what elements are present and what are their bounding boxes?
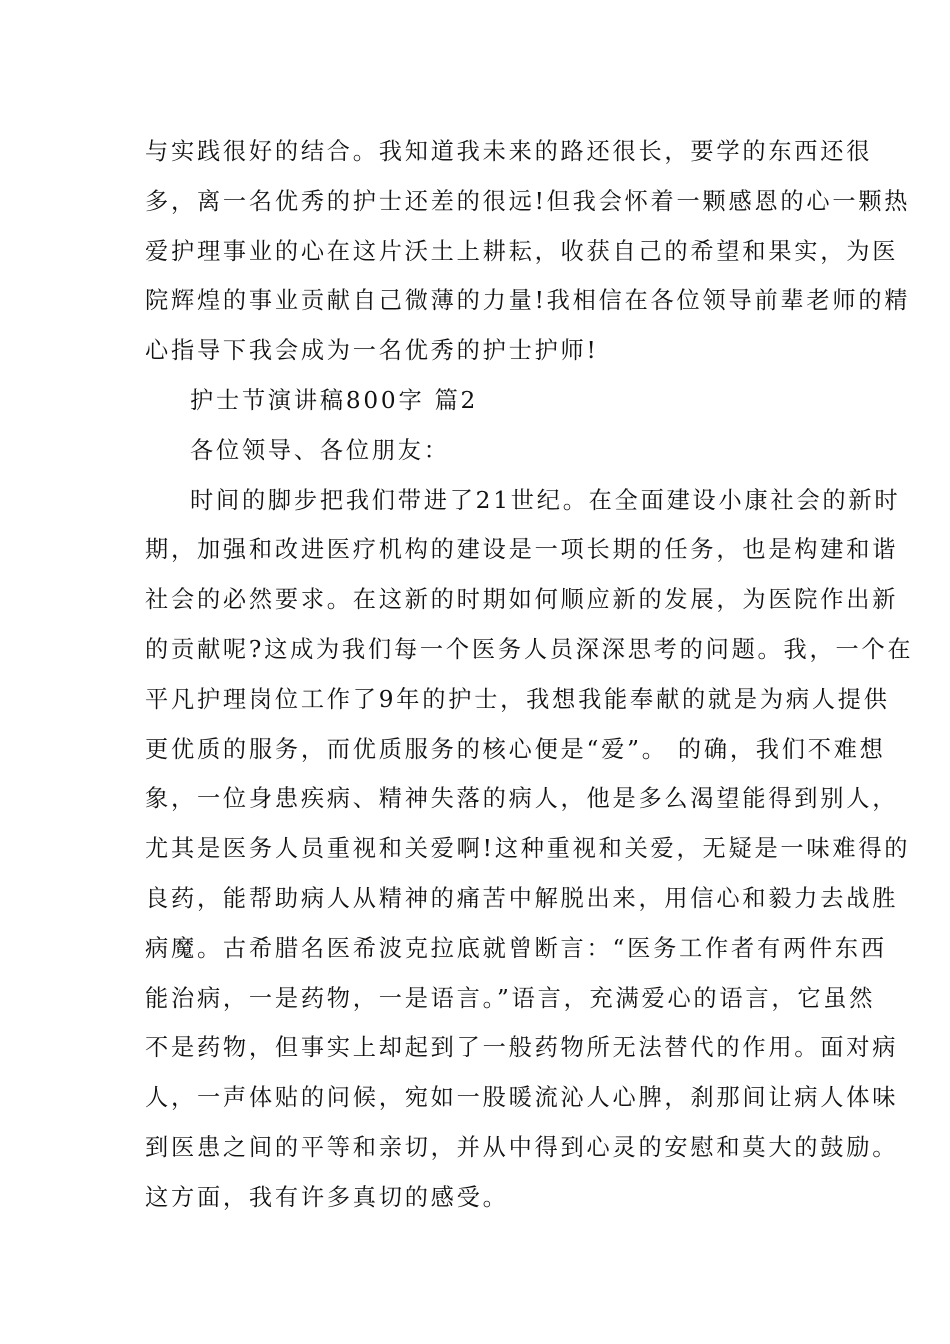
text-line: 不是药物，但事实上却起到了一般药物所无法替代的作用。面对病 <box>145 1034 899 1062</box>
text-line: 时间的脚步把我们带进了21世纪。在全面建设小康社会的新时 <box>190 486 901 514</box>
text-line: 平凡护理岗位工作了9年的护士，我想我能奉献的就是为病人提供 <box>145 685 890 713</box>
text-line: 院辉煌的事业贡献自己微薄的力量!我相信在各位领导前辈老师的精 <box>145 287 911 315</box>
text-line: 爱护理事业的心在这片沃土上耕耘，收获自己的希望和果实，为医 <box>145 237 899 265</box>
text-line: 象，一位身患疾病、精神失落的病人，他是多么渴望能得到别人， <box>145 785 899 813</box>
text-line: 更优质的服务，而优质服务的核心便是“爱”。 的确，我们不难想 <box>145 735 886 763</box>
text-line: 期，加强和改进医疗机构的建设是一项长期的任务，也是构建和谐 <box>145 536 899 564</box>
text-line: 尤其是医务人员重视和关爱啊!这种重视和关爱，无疑是一味难得的 <box>145 835 911 863</box>
text-line: 良药，能帮助病人从精神的痛苦中解脱出来，用信心和毅力去战胜 <box>145 884 899 912</box>
text-line: 社会的必然要求。在这新的时期如何顺应新的发展，为医院作出新 <box>145 586 899 614</box>
text-line: 与实践很好的结合。我知道我未来的路还很长，要学的东西还很 <box>145 138 873 165</box>
document-body <box>145 127 914 1223</box>
text-line: 能治病，一是药物，一是语言。”语言，充满爱心的语言，它虽然 <box>145 984 876 1012</box>
salutation: 各位领导、各位朋友： <box>190 436 450 464</box>
text-line: 的贡献呢?这成为我们每一个医务人员深深思考的问题。我，一个在 <box>145 635 914 663</box>
text-line: 到医患之间的平等和亲切，并从中得到心灵的安慰和莫大的鼓励。 <box>145 1133 899 1161</box>
text-line: 病魔。古希腊名医希波克拉底就曾断言：“医务工作者有两件东西 <box>145 934 887 962</box>
text-line: 心指导下我会成为一名优秀的护士护师! <box>145 337 599 365</box>
text-line: 这方面，我有许多真切的感受。 <box>145 1183 509 1211</box>
text-line: 多，离一名优秀的护士还差的很远!但我会怀着一颗感恩的心一颗热 <box>145 187 911 215</box>
section-heading: 护士节演讲稿800字 篇2 <box>190 386 479 414</box>
text-line: 人，一声体贴的问候，宛如一股暖流沁人心脾，刹那间让病人体味 <box>145 1084 899 1112</box>
